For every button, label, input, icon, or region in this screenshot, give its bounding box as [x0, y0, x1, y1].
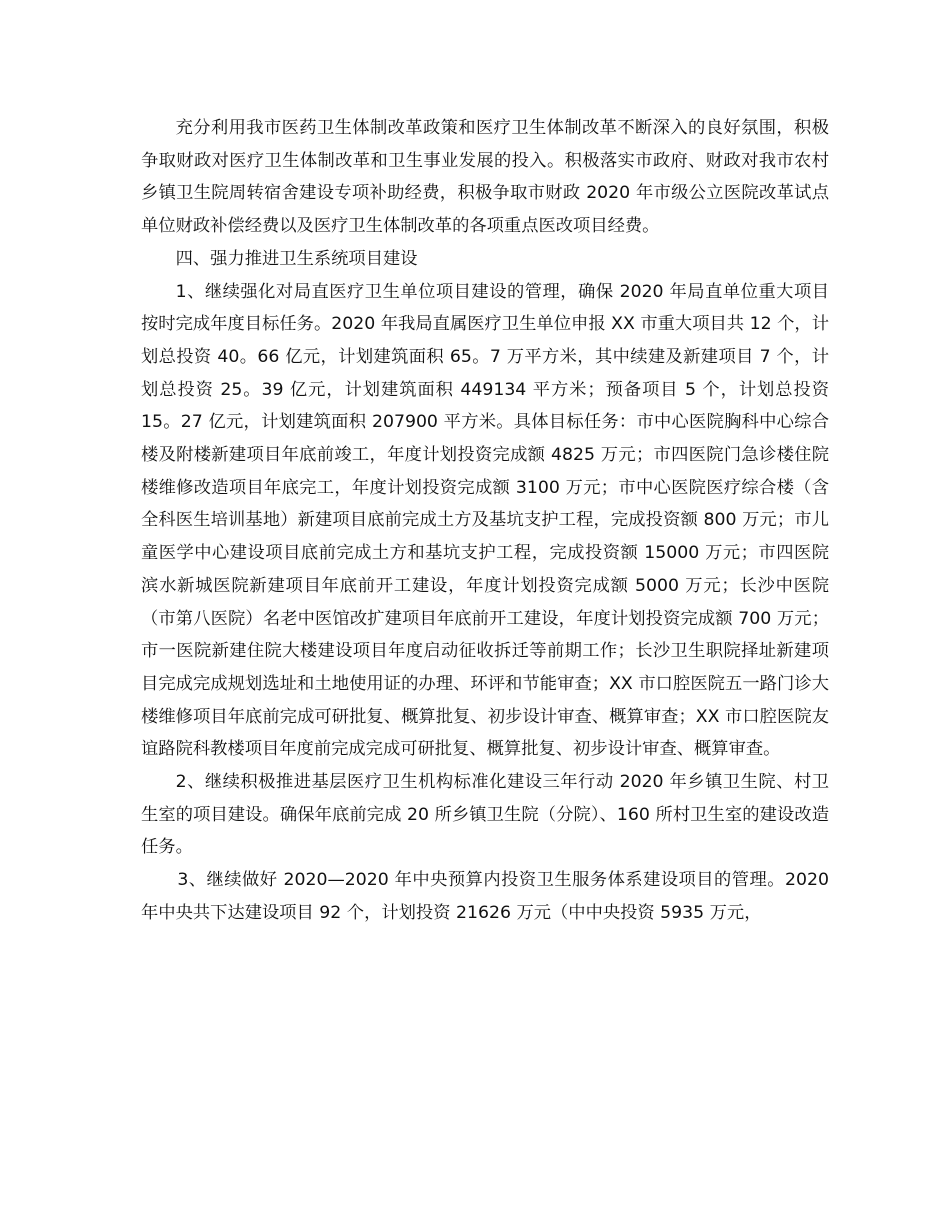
paragraph-funding: 充分利用我市医药卫生体制改革政策和医疗卫生体制改革不断深入的良好氛围，积极争取财政对医疗卫生体制改革和卫生事业发展的投入。积极落实市政府、财政对我市农村乡镇卫生院周转宿舍建设专项补助经费，积极争取市财政 2020 年市级公立医院改革试点单位财政补偿经费以及医疗卫生体制改革的各项重点医改项目经费。	[141, 118, 829, 237]
paragraph-item-1: 1、继续强化对局直医疗卫生单位项目建设的管理，确保 2020 年局直单位重大项目按时完成年度目标任务。2020 年我局直属医疗卫生单位申报 XX 市重大项目共 12 个，计划总投资 40。66 亿元，计划建筑面积 65。7 万平方米，其中续建及新建项目 7 个，计划总投资 25。39 亿元，计划建筑面积 449134 平方米；预备项目 5 个，计划总投资 15。27 亿元，计划建筑面积 207900 平方米。具体目标任务：市中心医院胸科中心综合楼及附楼新建项目年底前竣工，年度计划投资完成额 4825 万元；市四医院门急诊楼住院楼维修改造项目年底完工，年度计划投资完成额 3100 万元；市中心医院医疗综合楼（含全科医生培训基地）新建项目底前完成土方及基坑支护工程，完成投资额 800 万元；市儿童医学中心建设项目底前完成土方和基坑支护工程，完成投资额 15000 万元；市四医院滨水新城医院新建项目年底前开工建设，年度计划投资完成额 5000 万元；长沙中医院（市第八医院）名老中医馆改扩建项目年底前开工建设，年度计划投资完成额 700 万元；市一医院新建住院大楼建设项目年度启动征收拆迁等前期工作；长沙卫生职院择址新建项目完成完成规划选址和土地使用证的办理、环评和节能审查；XX 市口腔医院五一路门诊大楼维修项目年底前完成可研批复、概算批复、初步设计审查、概算审查；XX 市口腔医院友谊路院科教楼项目年度前完成完成可研批复、概算批复、初步设计审查、概算审查。	[141, 281, 829, 760]
document-body	[141, 112, 829, 930]
paragraph-item-3: 3、继续做好 2020—2020 年中央预算内投资卫生服务体系建设项目的管理。2020 年中央共下达建设项目 92 个，计划投资 21626 万元（中中央投资 5935 万元，	[141, 870, 829, 923]
section-heading: 四、强力推进卫生系统项目建设	[175, 248, 418, 269]
paragraph-item-2: 2、继续积极推进基层医疗卫生机构标准化建设三年行动 2020 年乡镇卫生院、村卫生室的项目建设。确保年底前完成 20 所乡镇卫生院（分院）、160 所村卫生室的建设改造任务。	[141, 772, 829, 858]
